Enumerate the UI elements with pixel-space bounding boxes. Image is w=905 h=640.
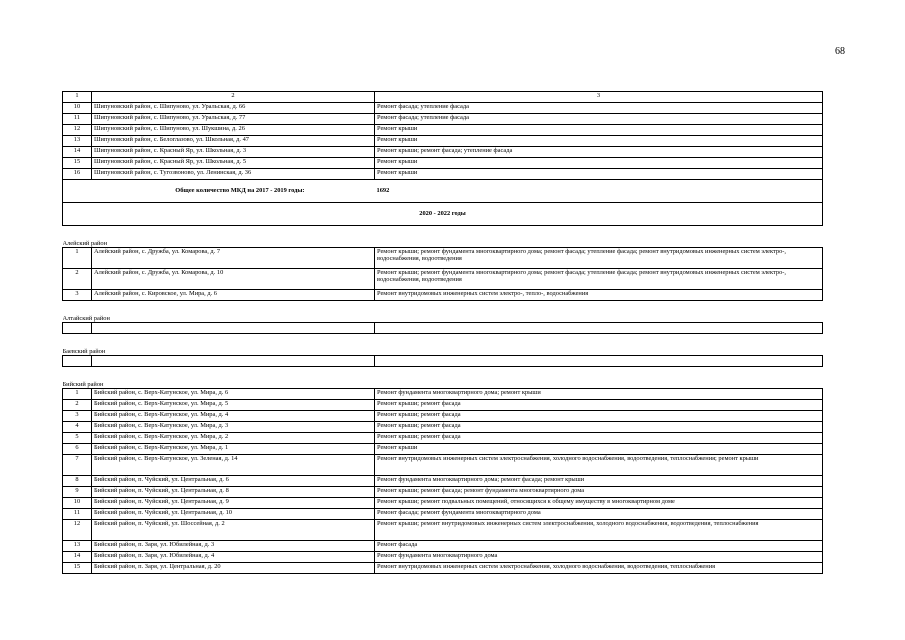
row-address: Шипуновский район, с. Красный Яр, ул. Школьная, д. 5 (92, 158, 375, 169)
row-number: 6 (63, 444, 92, 455)
table-row (63, 520, 823, 541)
row-number: 11 (63, 114, 92, 125)
row-address: Бийский район, п. Заря, ул. Юбилейная, д. 3 (92, 541, 375, 552)
row-address: Бийский район, с. Верх-Катунское, ул. Мира, д. 6 (92, 389, 375, 400)
row-number: 13 (63, 136, 92, 147)
row-number: 10 (63, 103, 92, 114)
row-address: Шипуновский район, с. Белоглазово, ул. Школьная, д. 47 (92, 136, 375, 147)
header-col-3: 3 (375, 92, 823, 103)
district-row (63, 226, 823, 248)
table-row (63, 136, 823, 147)
table-row (63, 487, 823, 498)
table-row (63, 269, 823, 290)
row-address: Бийский район, п. Чуйский, ул. Шоссейная, д. 2 (92, 520, 375, 541)
table-row (63, 552, 823, 563)
row-works: Ремонт крыши; ремонт фундамента многоквартирного дома; ремонт фасада; утепление фасада; ремонт внутридомовых инженерных систем электро-, водоснабжения, водоотведения (375, 248, 823, 269)
row-number: 11 (63, 509, 92, 520)
page-number: 68 (835, 46, 845, 57)
table-row (63, 103, 823, 114)
row-number: 14 (63, 552, 92, 563)
row-works: Ремонт крыши; ремонт фасада; утепление фасада (375, 147, 823, 158)
table-row (63, 248, 823, 269)
row-works: Ремонт внутридомовых инженерных систем электроснабжения, холодного водоснабжения, водоотведения, теплоснабжения (375, 563, 823, 574)
row-works: Ремонт фасада (375, 541, 823, 552)
row-address: Бийский район, с. Верх-Катунское, ул. Мира, д. 1 (92, 444, 375, 455)
row-address: Бийский район, с. Верх-Катунское, ул. Мира, д. 5 (92, 400, 375, 411)
district-name: Алтайский район (63, 301, 823, 323)
table-row (63, 411, 823, 422)
period-row (63, 203, 823, 226)
district-name: Алейский район (63, 226, 823, 248)
row-works: Ремонт внутридомовых инженерных систем электро-, тепло-, водоснабжения (375, 290, 823, 301)
row-works: Ремонт крыши; ремонт фасада (375, 433, 823, 444)
row-works: Ремонт крыши; ремонт фасада (375, 422, 823, 433)
row-number: 8 (63, 476, 92, 487)
row-address: Бийский район, п. Чуйский, ул. Центральная, д. 8 (92, 487, 375, 498)
district-name: Баевский район (63, 334, 823, 356)
row-works: Ремонт фасада; утепление фасада (375, 114, 823, 125)
row-number: 7 (63, 455, 92, 476)
total-row (63, 180, 823, 203)
row-works: Ремонт крыши (375, 125, 823, 136)
total-value: 1692 (375, 180, 823, 203)
row-address: Алейский район, с. Кировское, ул. Мира, д. 6 (92, 290, 375, 301)
table-row (63, 158, 823, 169)
row-works: Ремонт крыши; ремонт подвальных помещений, относящихся к общему имуществу в многоквартирном доме (375, 498, 823, 509)
row-number: 4 (63, 422, 92, 433)
row-address: Бийский район, п. Чуйский, ул. Центральная, д. 10 (92, 509, 375, 520)
row-works: Ремонт крыши; ремонт фасада (375, 411, 823, 422)
row-address: Алейский район, с. Дружба, ул. Комарова, д. 10 (92, 269, 375, 290)
total-label: Общее количество МКД на 2017 - 2019 годы: (175, 187, 305, 195)
header-col-2: 2 (92, 92, 375, 103)
row-address: Бийский район, с. Верх-Катунское, ул. Мира, д. 4 (92, 411, 375, 422)
repair-program-table (62, 91, 823, 574)
row-number: 2 (63, 269, 92, 290)
row-works: Ремонт фундамента многоквартирного дома; ремонт фасада; ремонт крыши (375, 476, 823, 487)
table-row (63, 400, 823, 411)
district-name: Бийский район (63, 367, 823, 389)
row-number: 1 (63, 389, 92, 400)
table-row (63, 290, 823, 301)
table-row (63, 169, 823, 180)
row-address: Алейский район, с. Дружба, ул. Комарова, д. 7 (92, 248, 375, 269)
table-row (63, 476, 823, 487)
table-row (63, 147, 823, 158)
row-address: Шипуновский район, с. Красный Яр, ул. Школьная, д. 3 (92, 147, 375, 158)
table-row (63, 114, 823, 125)
table-row (63, 509, 823, 520)
header-col-1: 1 (63, 92, 92, 103)
row-works: Ремонт внутридомовых инженерных систем электроснабжения, холодного водоснабжения, водоотведения, теплоснабжения; ремонт крыши (375, 455, 823, 476)
row-number: 15 (63, 158, 92, 169)
period-label: 2020 - 2022 годы (63, 203, 823, 226)
row-address: Бийский район, п. Заря, ул. Юбилейная, д. 4 (92, 552, 375, 563)
row-address: Шипуновский район, с. Шипуново, ул. Уральская, д. 66 (92, 103, 375, 114)
row-number: 12 (63, 520, 92, 541)
table-row (63, 125, 823, 136)
row-number: 12 (63, 125, 92, 136)
row-number: 16 (63, 169, 92, 180)
table-row (63, 455, 823, 476)
table-header-row (63, 92, 823, 103)
row-address: Бийский район, п. Заря, ул. Центральная, д. 20 (92, 563, 375, 574)
table-row (63, 433, 823, 444)
row-number: 3 (63, 411, 92, 422)
district-row (63, 334, 823, 356)
district-row (63, 367, 823, 389)
row-number: 3 (63, 290, 92, 301)
table-row (63, 444, 823, 455)
row-number: 10 (63, 498, 92, 509)
row-address: Шипуновский район, с. Шипуново, ул. Уральская, д. 77 (92, 114, 375, 125)
empty-row (63, 356, 823, 367)
row-number: 2 (63, 400, 92, 411)
row-number: 5 (63, 433, 92, 444)
row-works: Ремонт крыши; ремонт фундамента многоквартирного дома; ремонт фасада; утепление фасада; ремонт внутридомовых инженерных систем электро-, водоснабжения, водоотведения (375, 269, 823, 290)
table-row (63, 498, 823, 509)
empty-row (63, 323, 823, 334)
row-works: Ремонт крыши (375, 444, 823, 455)
row-works: Ремонт крыши (375, 169, 823, 180)
row-works: Ремонт фасада; утепление фасада (375, 103, 823, 114)
row-address: Бийский район, п. Чуйский, ул. Центральная, д. 6 (92, 476, 375, 487)
table-row (63, 563, 823, 574)
row-works: Ремонт фундамента многоквартирного дома; ремонт крыши (375, 389, 823, 400)
row-address: Бийский район, с. Верх-Катунское, ул. Зеленая, д. 14 (92, 455, 375, 476)
table-row (63, 389, 823, 400)
row-number: 9 (63, 487, 92, 498)
row-works: Ремонт крыши; ремонт фасада; ремонт фундамента многоквартирного дома (375, 487, 823, 498)
row-works: Ремонт крыши; ремонт фасада (375, 400, 823, 411)
row-works: Ремонт крыши (375, 158, 823, 169)
row-address: Бийский район, с. Верх-Катунское, ул. Мира, д. 2 (92, 433, 375, 444)
row-address: Шипуновский район, с. Тугозвоново, ул. Ленинская, д. 36 (92, 169, 375, 180)
row-works: Ремонт крыши; ремонт внутридомовых инженерных систем электроснабжения, холодного водоснабжения, водоотведения, теплоснабжения (375, 520, 823, 541)
row-works: Ремонт крыши (375, 136, 823, 147)
district-row (63, 301, 823, 323)
row-number: 13 (63, 541, 92, 552)
row-address: Бийский район, с. Верх-Катунское, ул. Мира, д. 3 (92, 422, 375, 433)
table-row (63, 541, 823, 552)
row-number: 14 (63, 147, 92, 158)
table-row (63, 422, 823, 433)
row-number: 1 (63, 248, 92, 269)
row-number: 15 (63, 563, 92, 574)
row-works: Ремонт фасада; ремонт фундамента многоквартирного дома (375, 509, 823, 520)
row-address: Бийский район, п. Чуйский, ул. Центральная, д. 9 (92, 498, 375, 509)
row-address: Шипуновский район, с. Шипуново, ул. Шукшина, д. 26 (92, 125, 375, 136)
row-works: Ремонт фундамента многоквартирного дома (375, 552, 823, 563)
